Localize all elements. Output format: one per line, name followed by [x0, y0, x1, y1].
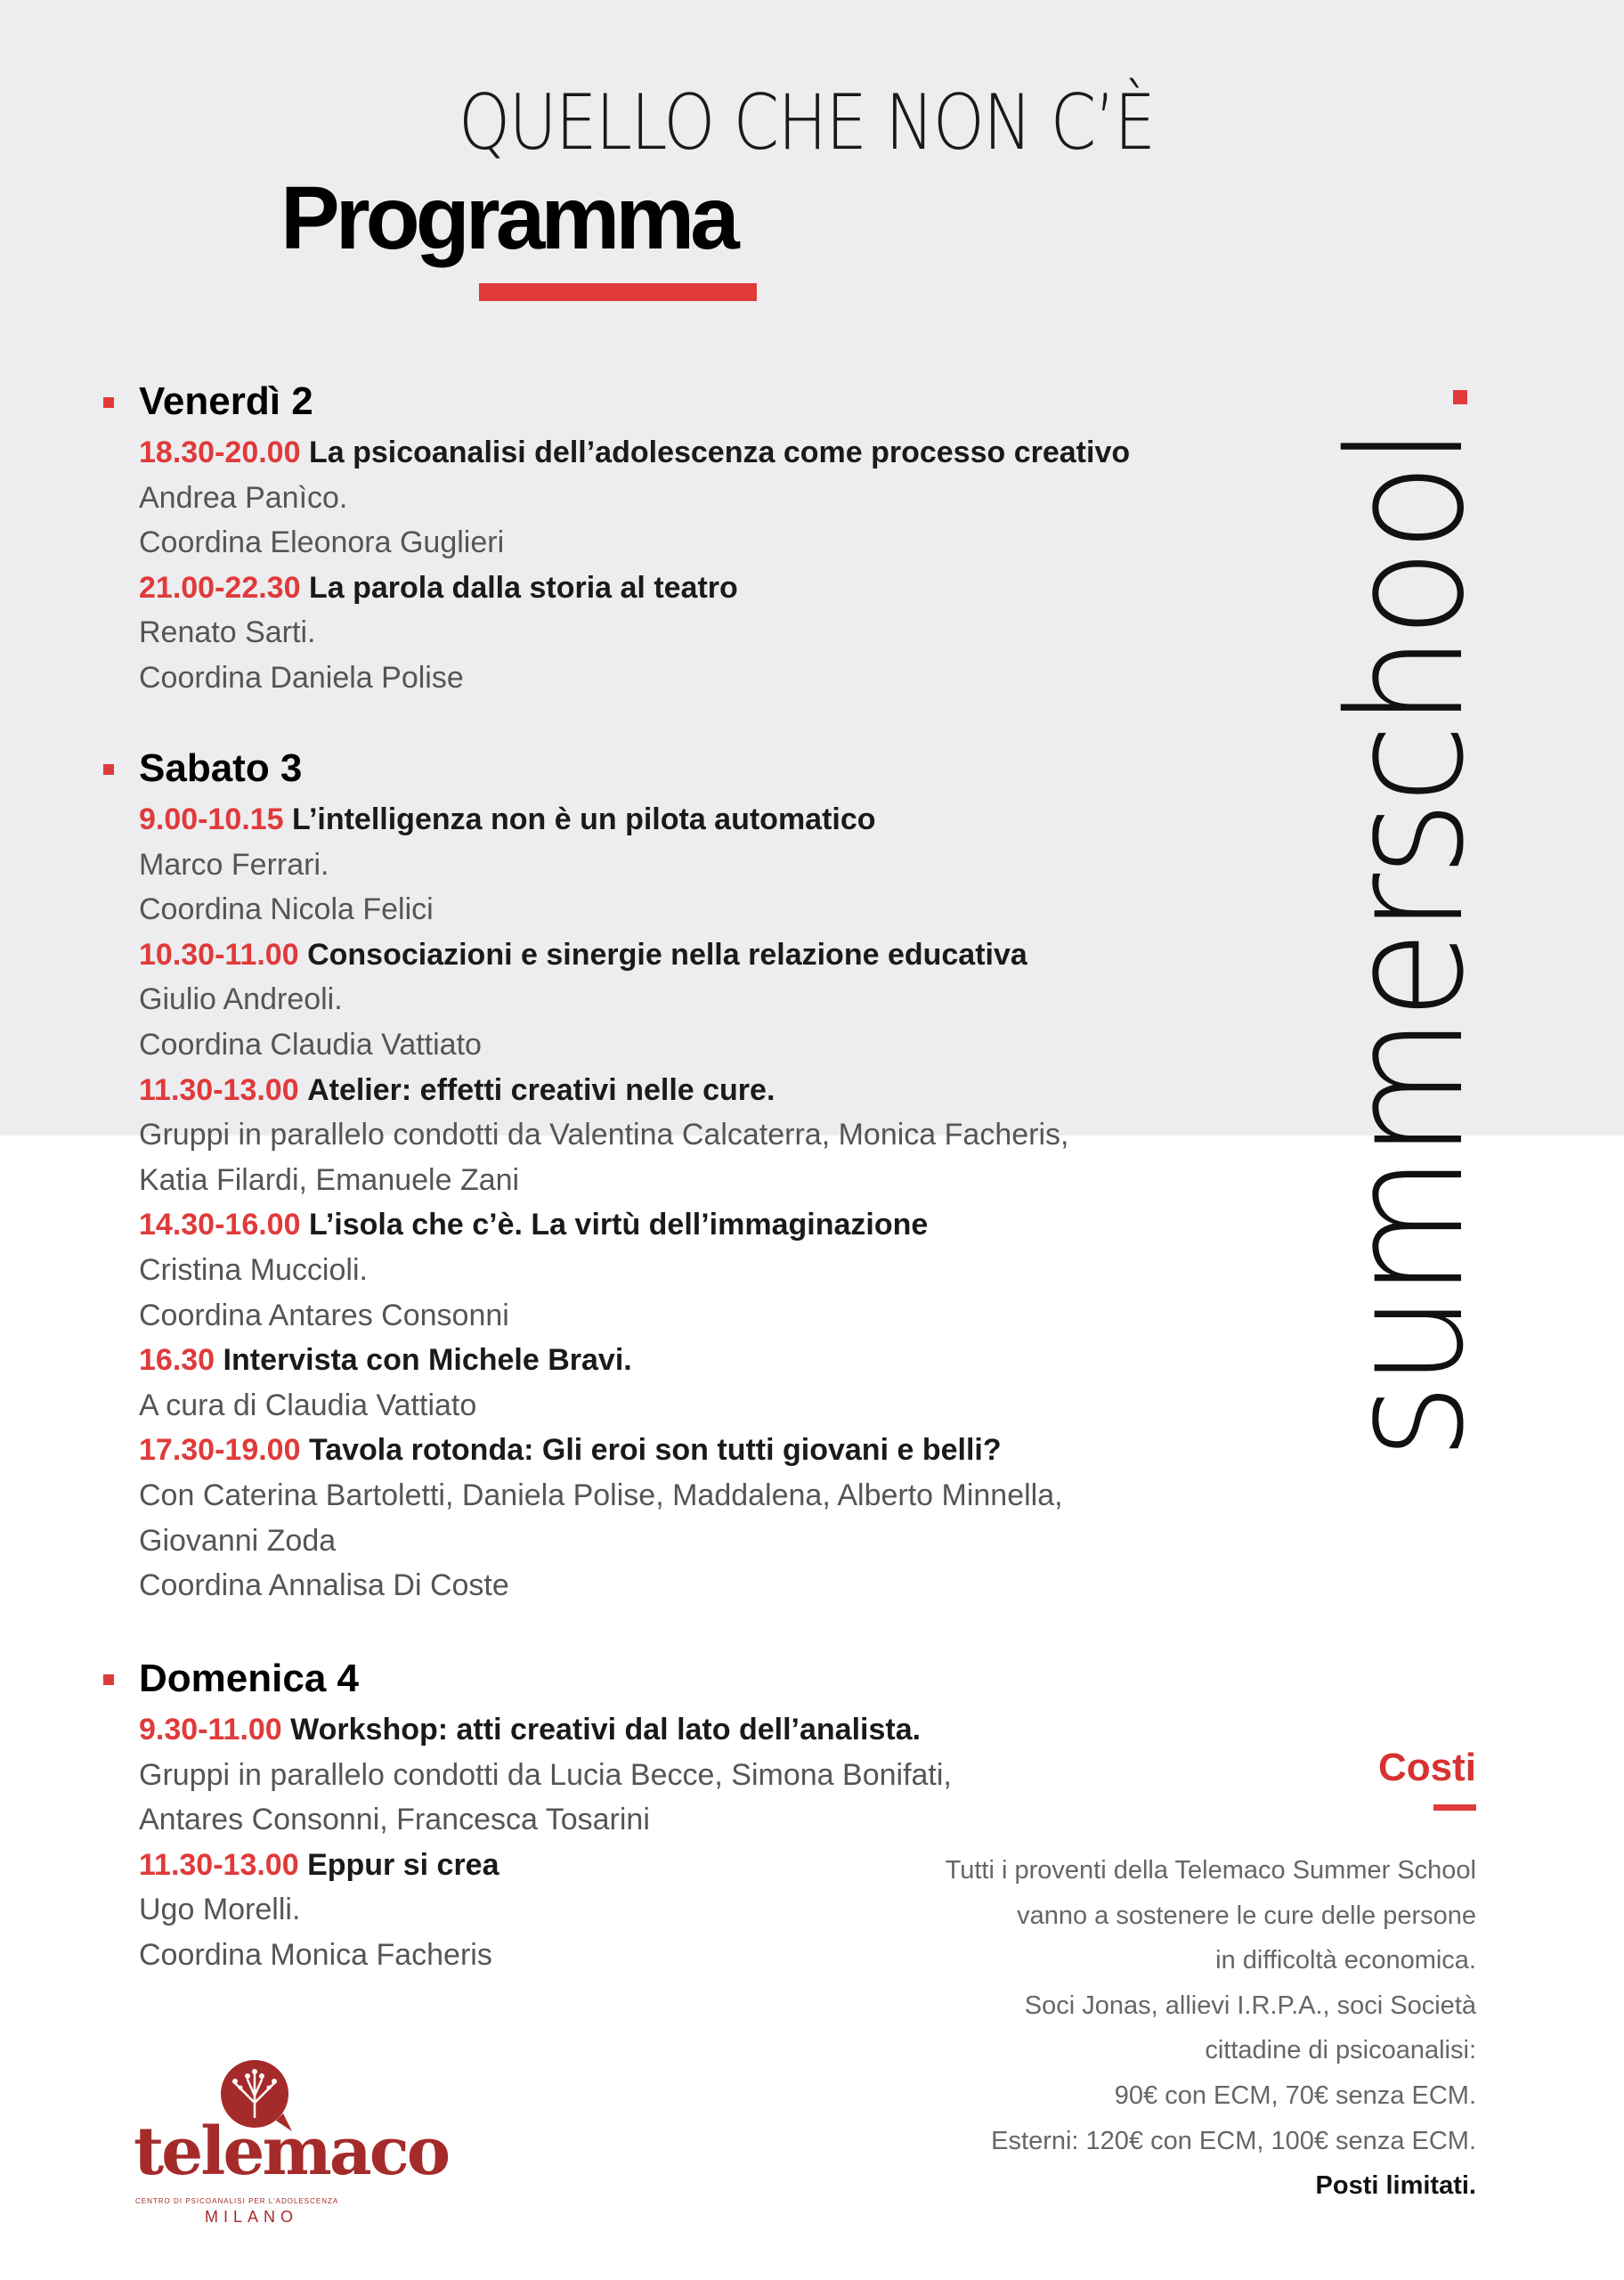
session-time: 11.30-13.00	[139, 1072, 299, 1107]
session-line	[139, 1338, 1246, 1383]
session-line	[139, 1202, 1246, 1248]
logo-tagline: CENTRO DI PSICOANALISI PER L'ADOLESCENZA	[135, 2197, 339, 2205]
costi-line: Esterni: 120€ con ECM, 100€ senza ECM.	[991, 2126, 1476, 2155]
title-underline	[479, 283, 757, 301]
session-line	[139, 1707, 1246, 1753]
session-title: Atelier: effetti creativi nelle cure.	[307, 1072, 775, 1107]
session-detail: Renato Sarti.	[139, 615, 316, 650]
costi-final-line: Posti limitati.	[1315, 2171, 1476, 2201]
session-detail: Marco Ferrari.	[139, 847, 329, 882]
bullet-icon	[103, 397, 114, 408]
costi-underline	[1433, 1804, 1476, 1811]
session-detail: Con Caterina Bartoletti, Daniela Polise, Maddalena, Alberto Minnella,	[139, 1478, 1063, 1512]
vertical-title-area	[1314, 383, 1498, 1505]
session-detail: Cristina Muccioli.	[139, 1252, 368, 1287]
session-title: Consociazioni e sinergie nella relazione educativa	[307, 937, 1027, 972]
session-detail: A cura di Claudia Vattiato	[139, 1388, 477, 1422]
session-line	[139, 797, 1246, 843]
session-line	[139, 1428, 1246, 1473]
day-name: Domenica 4	[139, 1657, 359, 1700]
session-title: La psicoanalisi dell’adolescenza come processo creativo	[308, 436, 1131, 469]
session-time: 11.30-13.00	[139, 1847, 299, 1882]
session-detail: Andrea Panìco.	[139, 480, 348, 515]
session-title: L’intelligenza non è un pilota automatico	[292, 802, 876, 836]
page-title: Programma	[280, 168, 735, 268]
session-time: 18.30-20.00	[139, 436, 301, 469]
costi-text	[946, 1848, 1476, 2209]
session-line	[139, 430, 1246, 476]
session-detail: Giulio Andreoli.	[139, 982, 343, 1017]
vertical-title: summerschool	[1314, 428, 1498, 1460]
costi-line: vanno a sostenere le cure delle persone	[1017, 1901, 1476, 1930]
session-line	[139, 566, 1246, 611]
logo-city: MILANO	[205, 2208, 299, 2226]
session-time: 16.30	[139, 1343, 215, 1378]
session-line	[139, 932, 1246, 978]
bullet-icon	[103, 764, 114, 775]
session-title: Workshop: atti creativi dal lato dell’analista.	[290, 1713, 922, 1747]
session-detail: Katia Filardi, Emanuele Zani	[139, 1162, 520, 1197]
day-header	[0, 372, 1246, 430]
session-time: 14.30-16.00	[139, 1208, 301, 1242]
day-section-venerdi	[0, 372, 1246, 701]
costi-line: Tutti i proventi della Telemaco Summer School	[945, 1856, 1476, 1885]
session-detail: Coordina Antares Consonni	[139, 1298, 509, 1332]
day-section-sabato	[0, 739, 1246, 1608]
costi-line: in difficoltà economica.	[1215, 1946, 1476, 1975]
session-title: Tavola rotonda: Gli eroi son tutti giovani e belli?	[308, 1433, 1002, 1468]
session-time: 9.30-11.00	[139, 1713, 282, 1747]
vertical-title-dot	[1453, 390, 1467, 404]
session-detail: Coordina Nicola Felici	[139, 892, 434, 927]
session-title: La parola dalla storia al teatro	[308, 570, 738, 605]
session-line	[139, 1068, 1246, 1113]
day-name: Sabato 3	[139, 746, 303, 790]
session-title: L’isola che c’è. La virtù dell’immaginazione	[308, 1208, 929, 1242]
event-subtitle: QUELLO CHE NON C’È	[459, 78, 1155, 167]
session-time: 17.30-19.00	[139, 1433, 301, 1468]
session-detail: Ugo Morelli.	[139, 1893, 301, 1927]
session-time: 9.00-10.15	[139, 802, 284, 836]
session-detail: Coordina Daniela Polise	[139, 660, 464, 695]
session-detail: Giovanni Zoda	[139, 1523, 337, 1558]
session-detail: Antares Consonni, Francesca Tosarini	[139, 1803, 650, 1837]
costi-line: Soci Jonas, allievi I.R.P.A., soci Società	[1024, 1991, 1476, 2020]
telemaco-logo	[134, 2053, 449, 2226]
session-time: 10.30-11.00	[139, 937, 299, 972]
session-detail: Gruppi in parallelo condotti da Lucia Becce, Simona Bonifati,	[139, 1757, 952, 1792]
costi-line: 90€ con ECM, 70€ senza ECM.	[1114, 2080, 1476, 2110]
logo-wordmark: telemaco	[134, 2113, 449, 2190]
day-header	[0, 1649, 1246, 1707]
day-name: Venerdì 2	[139, 379, 313, 423]
session-detail: Coordina Claudia Vattiato	[139, 1027, 482, 1062]
costi-line: cittadine di psicoanalisi:	[1205, 2036, 1476, 2065]
costi-heading: Costi	[1378, 1746, 1476, 1789]
session-time: 21.00-22.30	[139, 570, 301, 605]
day-header	[0, 739, 1246, 797]
session-detail: Coordina Annalisa Di Coste	[139, 1568, 509, 1603]
bullet-icon	[103, 1674, 114, 1685]
session-detail: Coordina Monica Facheris	[139, 1937, 492, 1972]
session-detail: Gruppi in parallelo condotti da Valentina Calcaterra, Monica Facheris,	[139, 1118, 1069, 1152]
session-title: Eppur si crea	[307, 1847, 499, 1882]
session-title: Intervista con Michele Bravi.	[223, 1343, 632, 1378]
session-detail: Coordina Eleonora Guglieri	[139, 525, 505, 560]
